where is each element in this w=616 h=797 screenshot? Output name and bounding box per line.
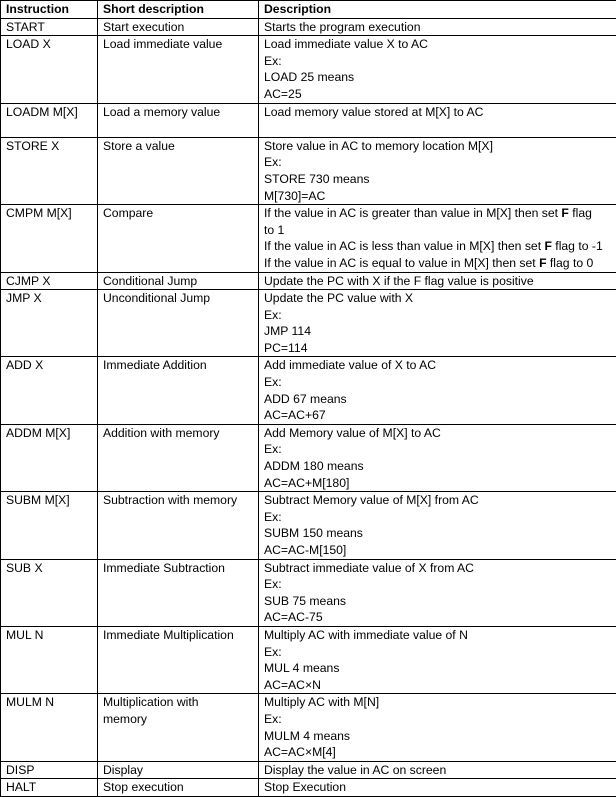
instruction-cell: SUB X <box>1 559 98 626</box>
description-cell <box>259 205 616 272</box>
description-cell <box>259 18 616 36</box>
description-line: LOAD 25 means <box>264 69 616 86</box>
description-line: Ex: <box>264 307 616 324</box>
description-cell <box>259 559 616 626</box>
description-line: Load immediate value X to AC <box>264 36 616 53</box>
description-line: Stop Execution <box>264 779 616 796</box>
table-row <box>1 357 616 424</box>
description-line: ADD 67 means <box>264 391 616 408</box>
short-description-cell: Start execution <box>98 18 259 36</box>
description-line: SUBM 150 means <box>264 525 616 542</box>
flag-name: F <box>561 206 568 220</box>
table-row <box>1 205 616 272</box>
short-description-cell: Load a memory value <box>98 103 259 137</box>
description-line: MULM 4 means <box>264 728 616 745</box>
description-cell <box>259 694 616 761</box>
short-description-cell: Subtraction with memory <box>98 492 259 559</box>
table-row <box>1 761 616 779</box>
table-row <box>1 137 616 204</box>
description-line: Store value in AC to memory location M[X] <box>264 138 616 155</box>
description-cell <box>259 137 616 204</box>
description-line: Add Memory value of M[X] to AC <box>264 425 616 442</box>
table-row <box>1 424 616 491</box>
table-row <box>1 694 616 761</box>
description-line: AC=AC×M[4] <box>264 744 616 761</box>
description-line: If the value in AC is less than value in M[X] then set F flag to -1 <box>264 238 616 255</box>
description-line: M[730]=AC <box>264 188 616 205</box>
description-line: Ex: <box>264 509 616 526</box>
description-cell <box>259 424 616 491</box>
description-line: Multiply AC with M[N] <box>264 694 616 711</box>
description-line: Update the PC value with X <box>264 290 616 307</box>
short-description-cell: Display <box>98 761 259 779</box>
instruction-cell: START <box>1 18 98 36</box>
instruction-cell: SUBM M[X] <box>1 492 98 559</box>
instruction-cell: LOAD X <box>1 36 98 103</box>
table-row <box>1 626 616 693</box>
short-description-cell: Unconditional Jump <box>98 290 259 357</box>
description-line: STORE 730 means <box>264 171 616 188</box>
description-cell <box>259 761 616 779</box>
short-description-cell: Load immediate value <box>98 36 259 103</box>
header-short-description: Short description <box>98 1 259 19</box>
description-cell <box>259 290 616 357</box>
description-cell <box>259 36 616 103</box>
instruction-cell: DISP <box>1 761 98 779</box>
description-line: Ex: <box>264 154 616 171</box>
table-row <box>1 290 616 357</box>
table-row <box>1 492 616 559</box>
description-line: Starts the program execution <box>264 19 616 36</box>
instruction-cell: MUL N <box>1 626 98 693</box>
description-cell <box>259 779 616 797</box>
description-line: Ex: <box>264 53 616 70</box>
description-line: If the value in AC is greater than value in M[X] then set F flag <box>264 205 616 222</box>
description-line: AC=AC+M[180] <box>264 475 616 492</box>
description-line <box>264 120 616 137</box>
instruction-cell: JMP X <box>1 290 98 357</box>
description-line: SUB 75 means <box>264 593 616 610</box>
description-line: AC=AC-75 <box>264 609 616 626</box>
table-row <box>1 779 616 797</box>
table-row <box>1 559 616 626</box>
description-cell <box>259 626 616 693</box>
description-line: Ex: <box>264 644 616 661</box>
description-line: Update the PC with X if the F flag value is positive <box>264 273 616 290</box>
header-instruction: Instruction <box>1 1 98 19</box>
description-cell <box>259 357 616 424</box>
instruction-cell: ADD X <box>1 357 98 424</box>
flag-name: F <box>539 256 546 270</box>
description-line: PC=114 <box>264 340 616 357</box>
instruction-cell: STORE X <box>1 137 98 204</box>
description-line: AC=AC×N <box>264 677 616 694</box>
description-line: Add immediate value of X to AC <box>264 357 616 374</box>
table-row <box>1 36 616 103</box>
description-cell <box>259 272 616 290</box>
description-line: Ex: <box>264 441 616 458</box>
description-line: Load memory value stored at M[X] to AC <box>264 104 616 121</box>
description-cell <box>259 492 616 559</box>
short-description-cell: Conditional Jump <box>98 272 259 290</box>
instruction-cell: CMPM M[X] <box>1 205 98 272</box>
description-line: Display the value in AC on screen <box>264 762 616 779</box>
description-cell <box>259 103 616 137</box>
short-description-cell: Immediate Subtraction <box>98 559 259 626</box>
short-description-cell: Immediate Multiplication <box>98 626 259 693</box>
short-description-cell: Multiplication with memory <box>98 694 259 761</box>
description-line: AC=25 <box>264 86 616 103</box>
instruction-cell: CJMP X <box>1 272 98 290</box>
header-row <box>1 1 616 19</box>
short-description-cell: Addition with memory <box>98 424 259 491</box>
instruction-cell: MULM N <box>1 694 98 761</box>
description-line: If the value in AC is equal to value in M[X] then set F flag to 0 <box>264 255 616 272</box>
description-line: MUL 4 means <box>264 660 616 677</box>
description-line: Multiply AC with immediate value of N <box>264 627 616 644</box>
description-line: ADDM 180 means <box>264 458 616 475</box>
description-line: AC=AC-M[150] <box>264 542 616 559</box>
description-line: Subtract immediate value of X from AC <box>264 560 616 577</box>
short-description-cell: Stop execution <box>98 779 259 797</box>
table-row <box>1 103 616 137</box>
description-line: JMP 114 <box>264 323 616 340</box>
table-row <box>1 272 616 290</box>
table-row <box>1 18 616 36</box>
description-line: Ex: <box>264 576 616 593</box>
header-description: Description <box>259 1 616 19</box>
description-line: Ex: <box>264 374 616 391</box>
flag-name: F <box>544 239 551 253</box>
description-line: Subtract Memory value of M[X] from AC <box>264 492 616 509</box>
instruction-cell: LOADM M[X] <box>1 103 98 137</box>
description-line: Ex: <box>264 711 616 728</box>
short-description-cell: Compare <box>98 205 259 272</box>
short-description-cell: Immediate Addition <box>98 357 259 424</box>
instruction-cell: HALT <box>1 779 98 797</box>
short-description-cell: Store a value <box>98 137 259 204</box>
description-line: AC=AC+67 <box>264 407 616 424</box>
description-line: to 1 <box>264 222 616 239</box>
instruction-cell: ADDM M[X] <box>1 424 98 491</box>
